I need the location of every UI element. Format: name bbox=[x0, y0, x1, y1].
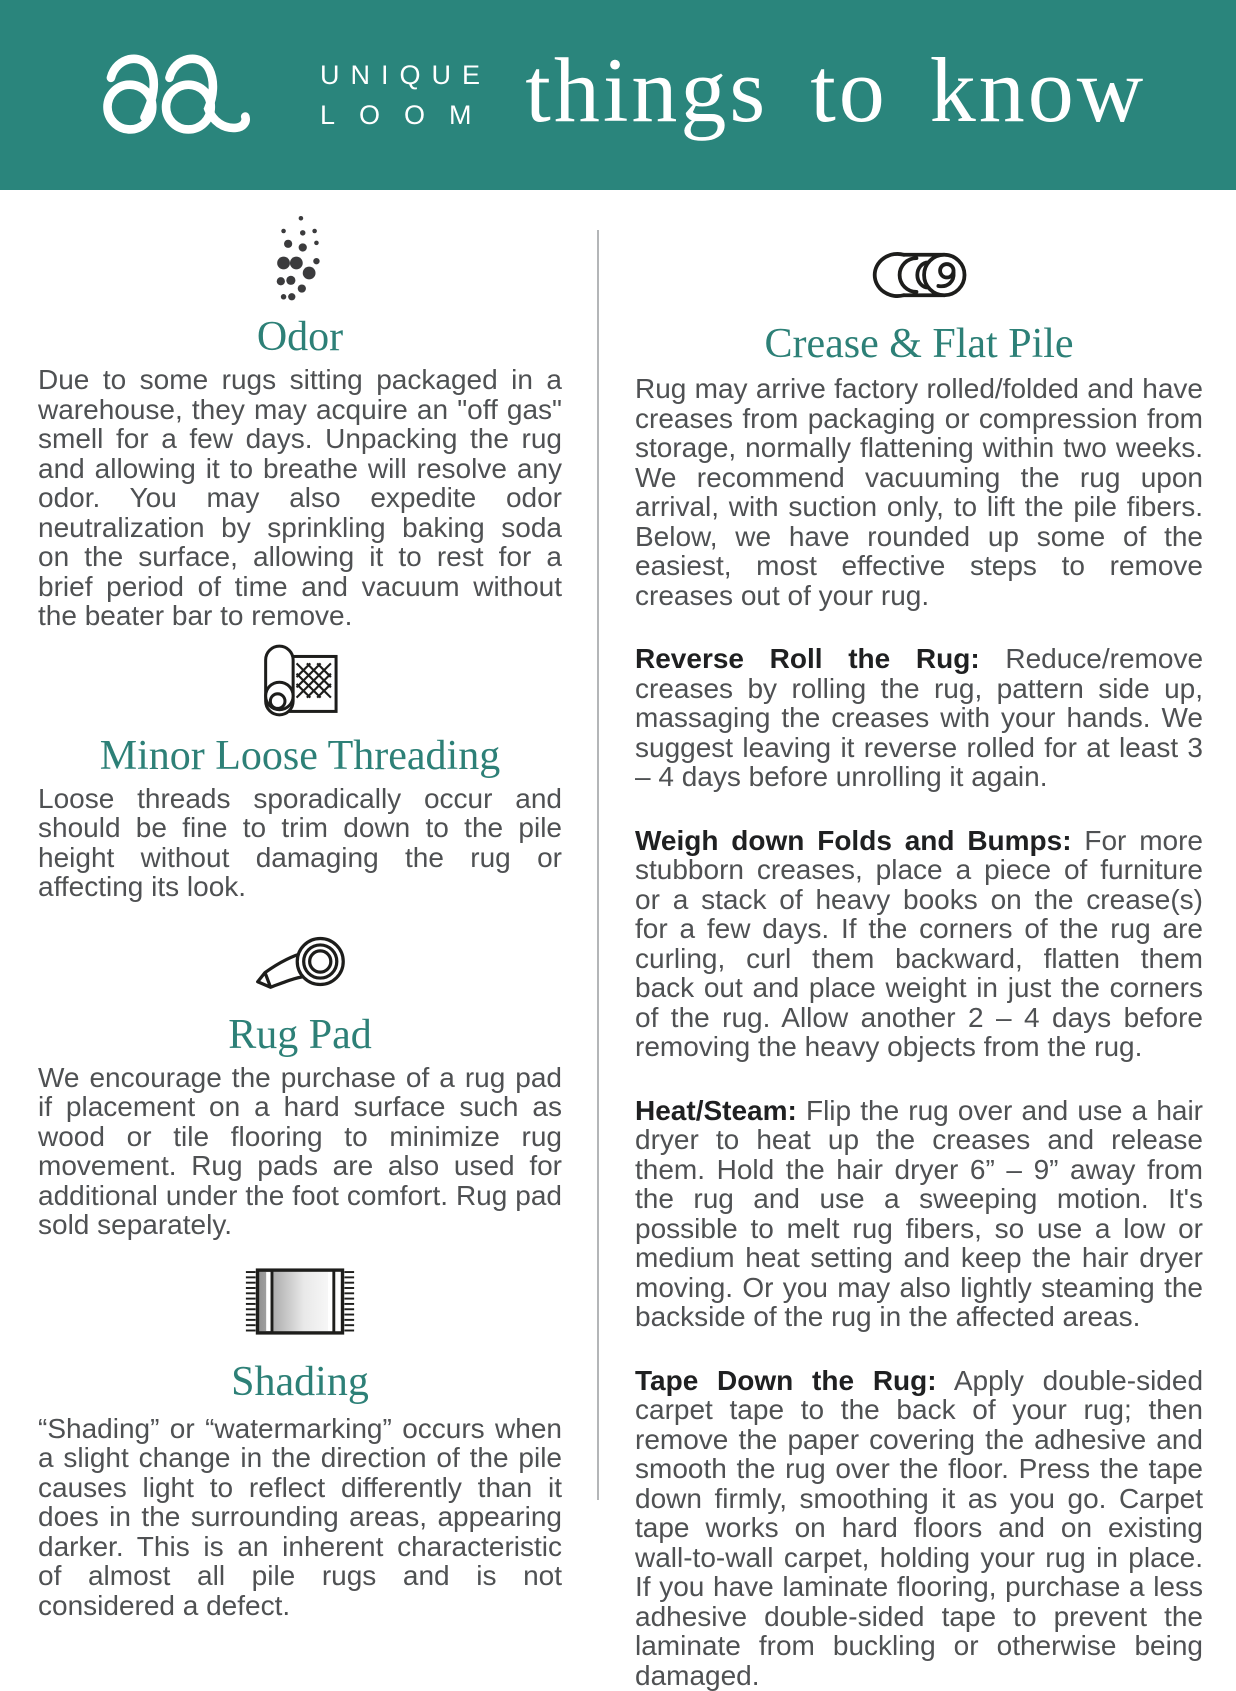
left-column bbox=[0, 190, 597, 1621]
section-shading bbox=[38, 1266, 562, 1621]
odor-dots-icon bbox=[268, 210, 332, 305]
tip-text: Flip the rug over and use a hair dryer to heat up the creases and release them. Hold the hair dryer 6” – 9” away from the rug and use a sweeping motion. It's possible to melt rug fibers, so use a low or medium heat setting and keep the hair dryer moving. Or you may also lightly steaming the backside of the rug in the affected areas. bbox=[635, 1094, 1204, 1332]
brand-name-line2: LOOM bbox=[320, 100, 496, 130]
page-title: things to know bbox=[525, 39, 1147, 141]
section-heading-odor: Odor bbox=[256, 314, 344, 360]
section-odor bbox=[38, 210, 562, 631]
section-heading-rugpad: Rug Pad bbox=[228, 1011, 372, 1058]
section-body-threading: Loose threads sporadically occur and should be fine to trim down to the pile height without damaging the rug or affecting its look. bbox=[38, 782, 562, 902]
section-crease-flat-pile bbox=[635, 248, 1203, 1690]
rolled-rug-spiral-icon bbox=[860, 248, 978, 302]
unique-loom-logo-icon bbox=[92, 51, 290, 139]
fringed-rug-icon bbox=[243, 1266, 357, 1338]
tip-label: Heat/Steam: bbox=[635, 1094, 797, 1126]
tip-label: Weigh down Folds and Bumps: bbox=[635, 824, 1072, 856]
brand-name-line1: UNIQUE bbox=[320, 60, 492, 90]
section-rug-pad bbox=[38, 930, 562, 1240]
tip-label: Reverse Roll the Rug: bbox=[635, 643, 980, 674]
tip-text: Apply double-sided carpet tape to the back of your rug; then remove the paper covering the adhesive and smooth the rug over the floor. Press the tape down firmly, smoothing it as you go. Carpet tape works on hard floors and on existing wall-to-wall carpet, holding your rug in place. If you have laminate flooring, purchase a less adhesive double-sided tape to prevent the laminate from buckling or otherwise being damaged. bbox=[635, 1364, 1204, 1691]
content bbox=[0, 190, 1236, 1691]
tip-text: Reduce/remove creases by rolling the rug, pattern side up, massaging the creases with your hands. We suggest leaving it reverse rolled for at least 3 – 4 days before unrolling it again. bbox=[635, 643, 1204, 792]
section-body-crease: Rug may arrive factory rolled/folded and have creases from packaging or compression from storage, normally flattening within two weeks. We recommend vacuuming the rug upon arrival, with suction only, to lift the pile fibers. Below, we have rounded up some of the easiest, most effective steps to remove creases out of your rug. bbox=[635, 373, 1203, 611]
section-heading-shading: Shading bbox=[231, 1358, 369, 1405]
tape-roll-icon bbox=[254, 930, 346, 993]
section-heading-crease: Crease & Flat Pile bbox=[764, 321, 1074, 367]
tip-label: Tape Down the Rug: bbox=[635, 1364, 937, 1396]
tip-reverse-roll bbox=[635, 644, 1203, 792]
brand bbox=[92, 51, 496, 139]
tip-text: For more stubborn creases, place a piece of furniture or a stack of heavy books on the crease(s) for a few days. If the corners of the rug are curling, curl them backward, flatten them back out and place weight in just the corners of the rug. Allow another 2 – 4 days before removing the heavy objects from the rug. bbox=[635, 824, 1203, 1062]
right-column bbox=[599, 190, 1236, 1691]
header-banner bbox=[0, 0, 1236, 190]
section-body-odor: Due to some rugs sitting packaged in a warehouse, they may acquire an "off gas" smell for a few days. Unpacking the rug and allowing it to breathe will resolve any odor. You may also expedite odor neutralization by sprinkling baking soda on the surface, allowing it to rest for a brief period of time and vacuum without the beater bar to remove. bbox=[38, 364, 562, 631]
section-minor-loose-threading bbox=[38, 641, 562, 902]
section-body-shading: “Shading” or “watermarking” occurs when a slight change in the direction of the pile causes light to reflect differently than it does in the surrounding areas, appearing darker. This is an inherent characteristic of almost all pile rugs and is not considered a defect. bbox=[38, 1412, 562, 1621]
tip-heat-steam bbox=[635, 1096, 1203, 1332]
rolled-rug-crosshatch-icon bbox=[257, 641, 343, 720]
section-heading-threading: Minor Loose Threading bbox=[99, 732, 501, 779]
tip-weigh-down bbox=[635, 826, 1203, 1062]
brand-text bbox=[320, 55, 496, 135]
tip-tape-down bbox=[635, 1366, 1203, 1691]
section-body-rugpad: We encourage the purchase of a rug pad if placement on a hard surface such as wood or tile flooring to minimize rug movement. Rug pads are also used for additional under the foot comfort. Rug pad sold separately. bbox=[38, 1061, 562, 1240]
